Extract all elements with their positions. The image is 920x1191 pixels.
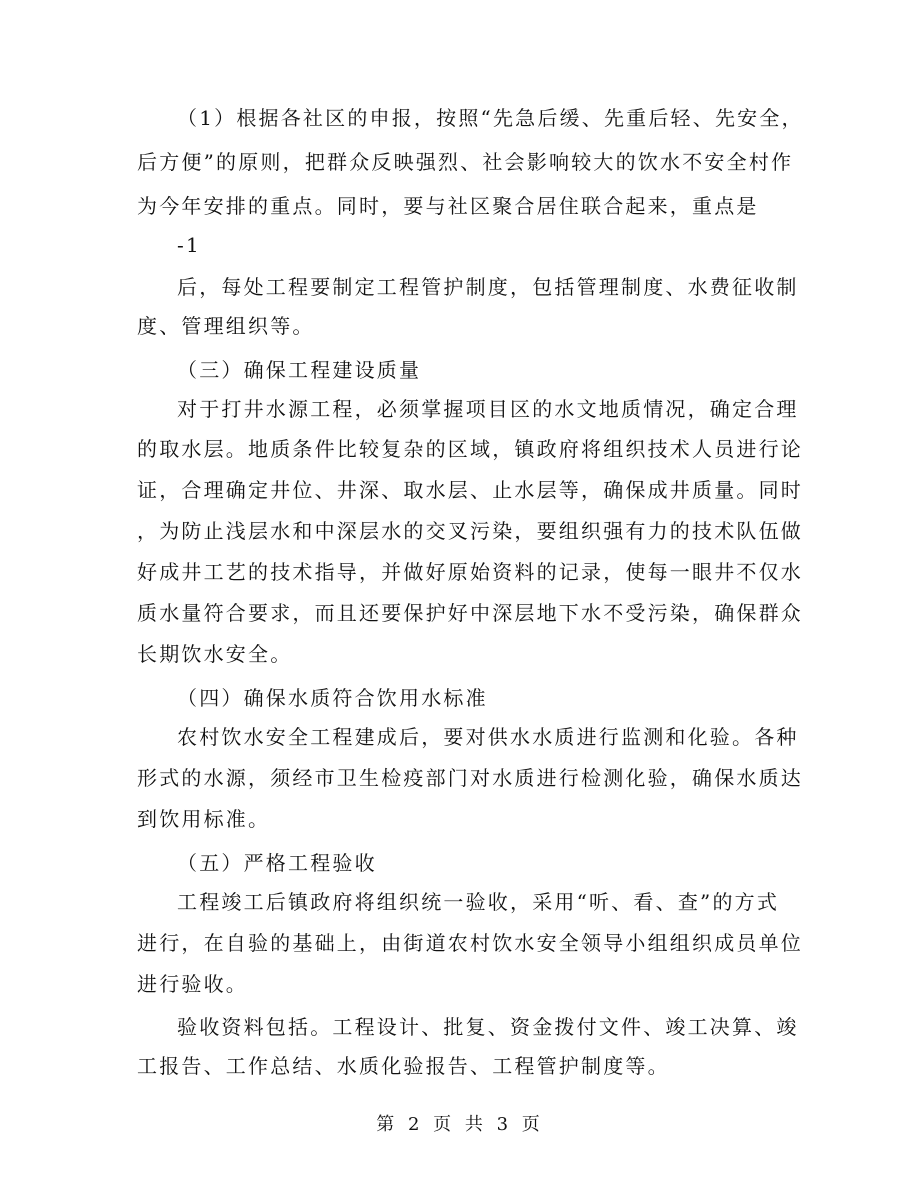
text-line: 农村饮水安全工程建成后，要对供水水质进行监测和化验。各种 [177, 725, 799, 749]
text-line: -1 [177, 233, 201, 257]
text-line: 质水量符合要求，而且还要保护好中深层地下水不受污染，确保群众 [137, 601, 803, 625]
text-line: 形式的水源，须经市卫生检疫部门对水质进行检测化验，确保水质达 [137, 766, 803, 790]
text-line: 后方便”的原则，把群众反映强烈、社会影响较大的饮水不安全村作 [137, 150, 794, 174]
section-heading: （五）严格工程验收 [177, 851, 377, 875]
text-line: 工报告、工作总结、水质化验报告、工程管护制度等。 [137, 1054, 670, 1078]
text-line: 后，每处工程要制定工程管护制度，包括管理制度、水费征收制 [177, 275, 799, 299]
text-line: 进行，在自验的基础上，由街道农村饮水安全领导小组组织成员单位 [137, 931, 803, 955]
text-line: 好成井工艺的技术指导，并做好原始资料的记录，使每一眼井不仅水 [137, 560, 803, 584]
page-number-footer: 第 2 页 共 3 页 [376, 1114, 544, 1135]
text-line: 为今年安排的重点。同时，要与社区聚合居住联合起来，重点是 [137, 194, 759, 218]
text-line: ，为防止浅层水和中深层水的交叉污染，要组织强有力的技术队伍做 [137, 519, 803, 543]
text-line: 的取水层。地质条件比较复杂的区域，镇政府将组织技术人员进行论 [137, 437, 803, 461]
text-line: 验收资料包括。工程设计、批复、资金拨付文件、竣工决算、竣 [177, 1015, 799, 1039]
text-line: 到饮用标准。 [137, 807, 271, 831]
text-line: 证，合理确定井位、井深、取水层、止水层等，确保成井质量。同时 [137, 478, 803, 502]
text-line: 进行验收。 [137, 972, 248, 996]
section-heading: （四）确保水质符合饮用水标准 [177, 686, 488, 710]
text-line: （1）根据各社区的申报，按照“先急后缓、先重后轻、先安全， [177, 106, 804, 130]
text-line: 工程竣工后镇政府将组织统一验收，采用“听、看、查”的方式 [177, 890, 780, 914]
text-line: 度、管理组织等。 [137, 314, 315, 338]
text-line: 对于打井水源工程，必须掌握项目区的水文地质情况，确定合理 [177, 397, 799, 421]
section-heading: （三）确保工程建设质量 [177, 358, 422, 382]
text-line: 长期饮水安全。 [137, 642, 293, 666]
